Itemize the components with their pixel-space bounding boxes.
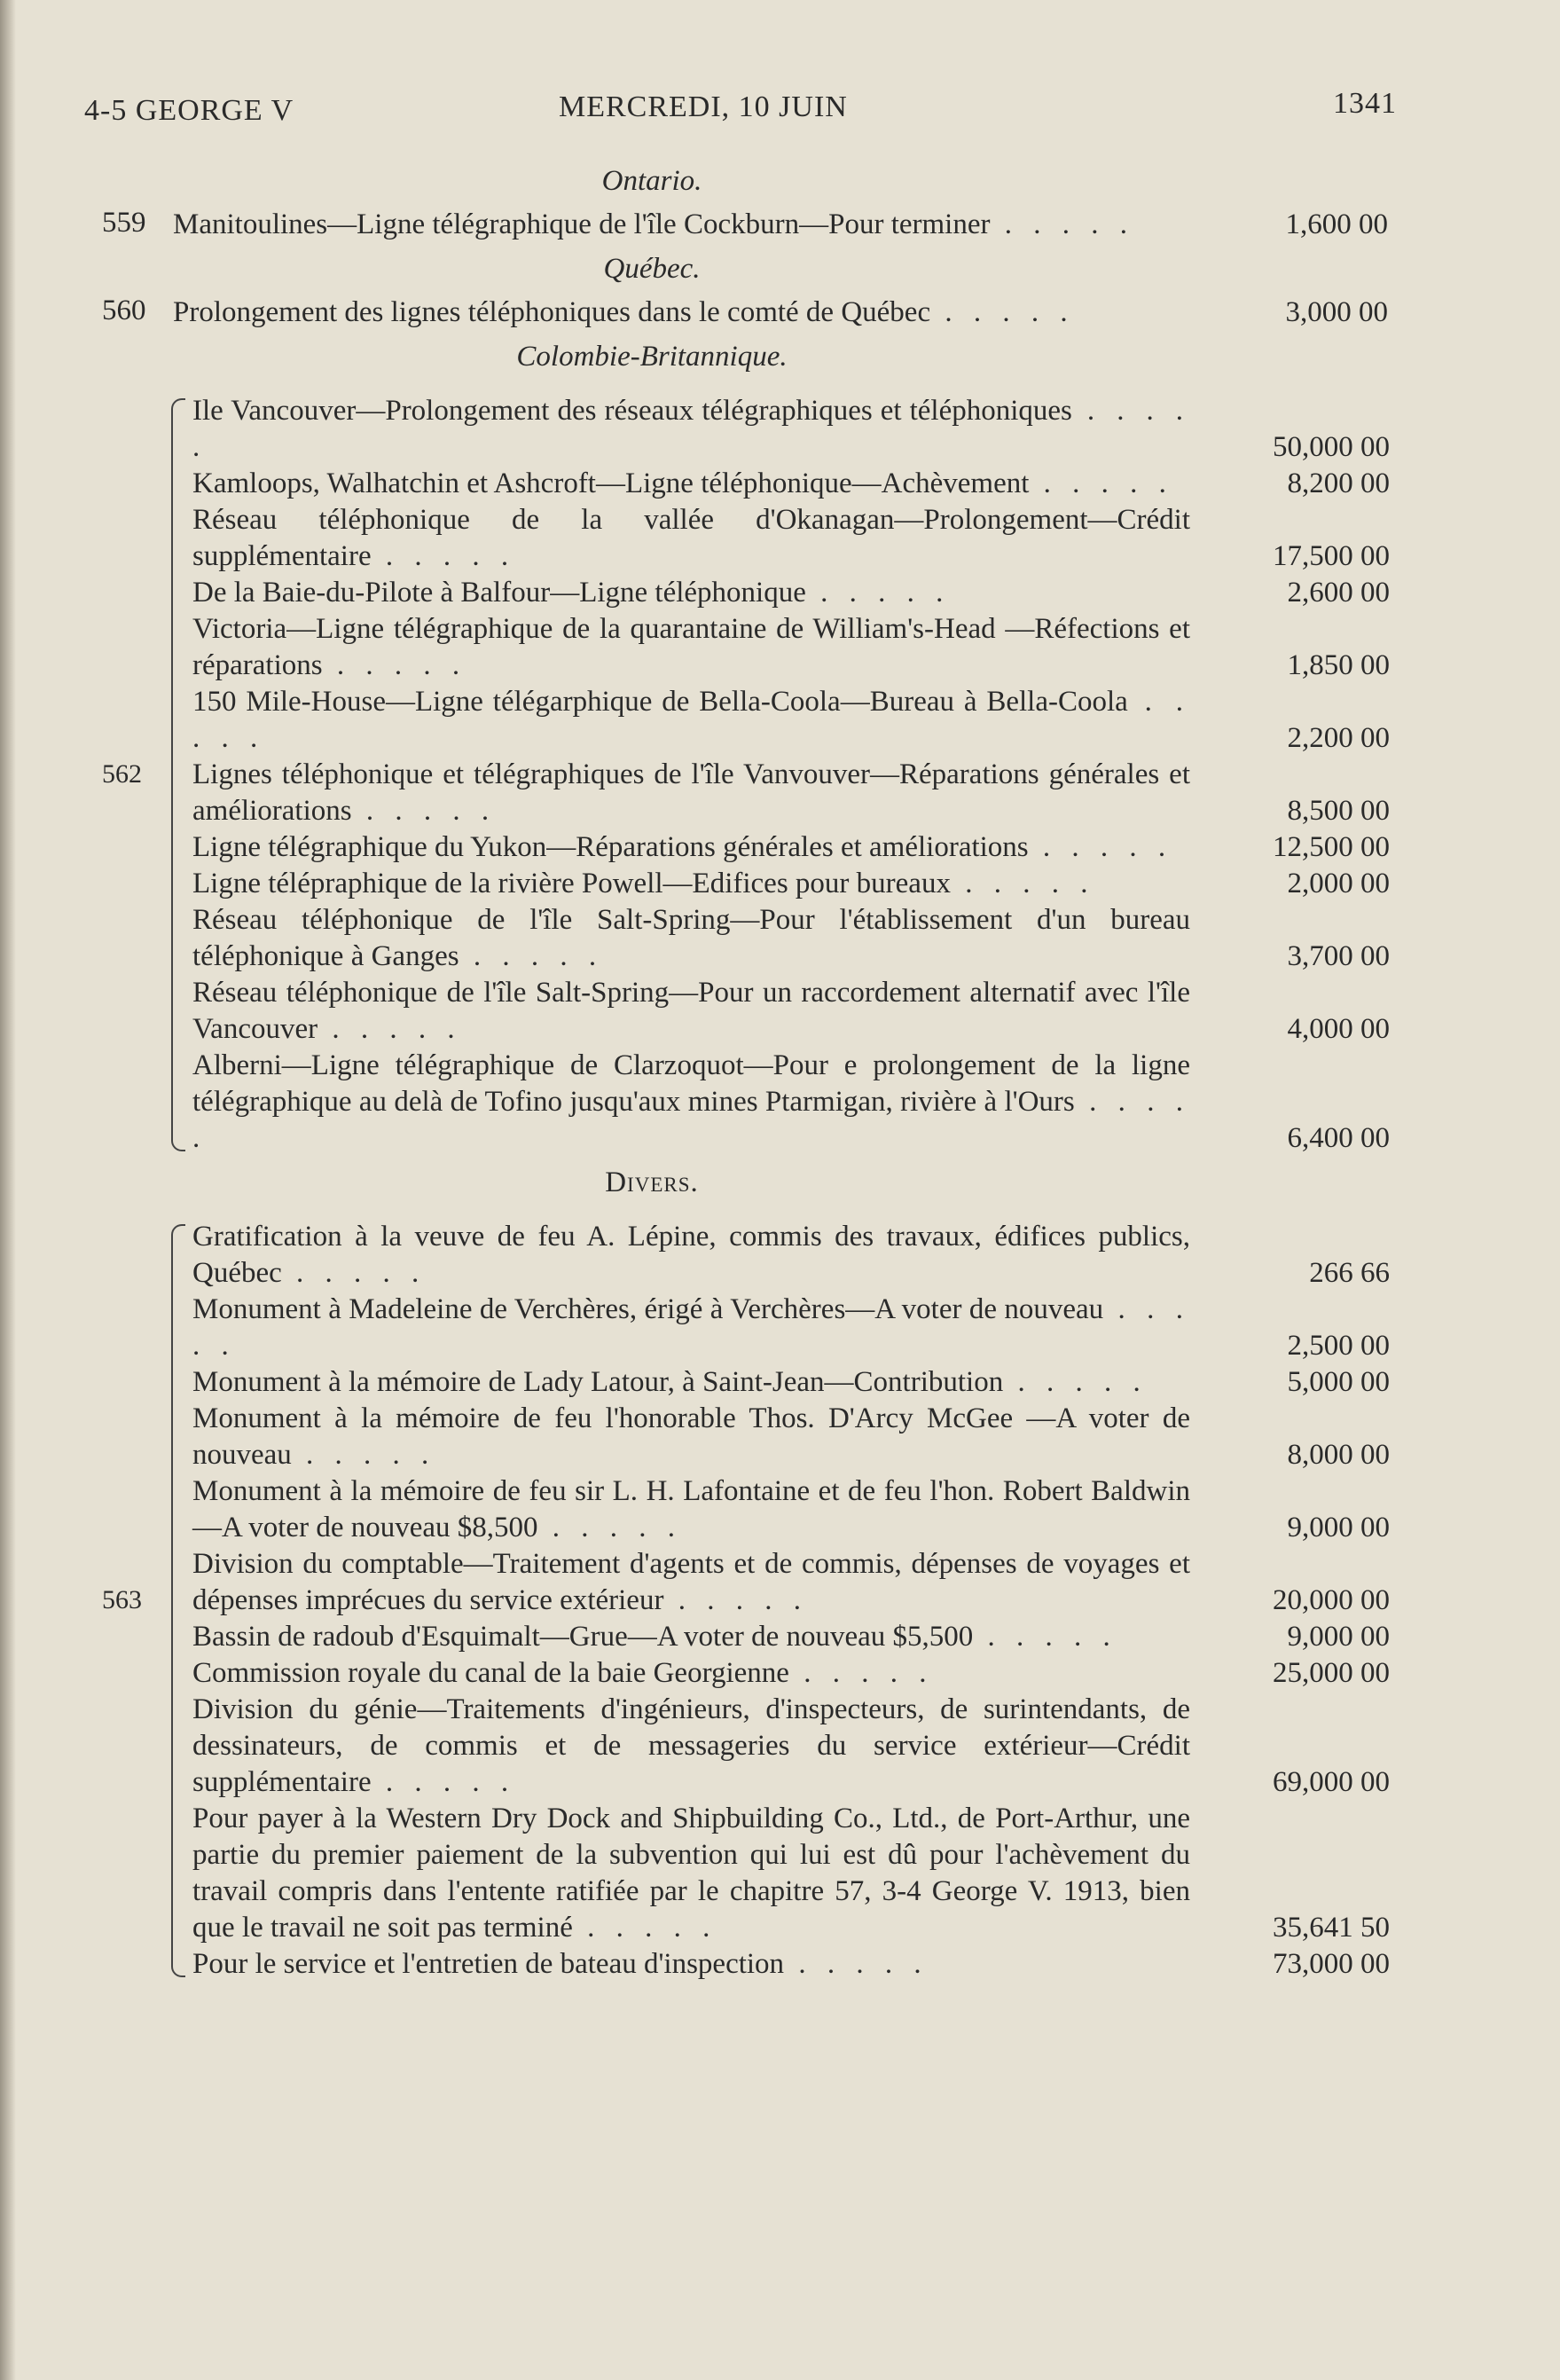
entry-group [102, 393, 1419, 1157]
leader-dots: . . . . . [572, 1912, 717, 1944]
entry-amount: 2,200 00 [1287, 722, 1390, 754]
leader-dots: . . . . . [317, 1013, 462, 1045]
appropriation-entry [173, 1619, 1419, 1655]
entry-amount: 9,000 00 [1287, 1512, 1390, 1543]
entry-description [192, 575, 1190, 611]
entry-description [192, 902, 1190, 975]
entry-amount: 4,000 00 [1287, 1013, 1390, 1045]
group-number: 562 [102, 758, 142, 789]
appropriation-entry [173, 1292, 1419, 1364]
entry-description [192, 1473, 1190, 1546]
entry-amount: 1,600 00 [1285, 208, 1388, 240]
appropriation-entry [173, 1655, 1419, 1692]
leader-dots: . . . . . [192, 1293, 1191, 1362]
entry-description [192, 1619, 1190, 1655]
leader-dots: . . . . . [459, 940, 604, 972]
entry-text: De la Baie-du-Pilote à Balfour—Ligne téléphonique [192, 577, 806, 609]
entry-text: Commission royale du canal de la baie Georgienne [192, 1657, 789, 1689]
entry-description [192, 866, 1190, 902]
leader-dots: . . . . . [192, 686, 1190, 754]
entry-text: Réseau téléphonique de l'île Salt-Spring—Pour un raccordement alternatif avec l'île Vancouver [192, 977, 1190, 1045]
entry-description [192, 757, 1190, 829]
leader-dots: . . . . . [990, 208, 1134, 240]
entry-amount: 1,850 00 [1287, 649, 1390, 681]
appropriation-entry [102, 295, 1419, 331]
leader-dots: . . . . . [371, 1766, 516, 1798]
appropriation-entry [173, 1473, 1419, 1546]
appropriation-entry [173, 1801, 1419, 1946]
entry-text: Monument à la mémoire de Lady Latour, à Saint-Jean—Contribution [192, 1366, 1004, 1398]
leader-dots: . . . . . [192, 1086, 1191, 1154]
appropriation-entry [173, 466, 1419, 502]
entry-amount: 69,000 00 [1273, 1766, 1390, 1798]
entry-description [173, 295, 1188, 331]
entry-description [192, 393, 1190, 466]
entry-text: Pour le service et l'entretien de bateau d'inspection [192, 1948, 785, 1980]
leader-dots: . . . . . [950, 868, 1095, 899]
entry-text: Bassin de radoub d'Esquimalt—Grue—A voter de nouveau $5,500 [192, 1621, 974, 1653]
appropriation-entry [173, 902, 1419, 975]
leader-dots: . . . . . [930, 296, 1075, 328]
appropriation-entry [173, 1401, 1419, 1473]
entry-amount: 2,600 00 [1287, 577, 1390, 609]
entry-text: Kamloops, Walhatchin et Ashcroft—Ligne téléphonique—Achèvement [192, 467, 1030, 499]
entry-description [192, 1364, 1190, 1401]
appropriation-entry [173, 575, 1419, 611]
entry-description [192, 1048, 1190, 1157]
appropriation-entry [173, 1546, 1419, 1619]
leader-dots: . . . . . [1028, 831, 1173, 863]
entry-amount: 20,000 00 [1273, 1584, 1390, 1616]
leader-dots: . . . . . [788, 1657, 934, 1689]
appropriation-entry [173, 1219, 1419, 1292]
entry-text: Manitoulines—Ligne télégraphique de l'île Cockburn—Pour terminer [173, 208, 991, 240]
entry-description [192, 1219, 1190, 1292]
entry-text: Ligne télégraphique du Yukon—Réparations générales et améliorations [192, 831, 1029, 863]
entry-text: Division du génie—Traitements d'ingénieurs, d'inspecteurs, de surintendants, de dessinateurs, de commis et de messageries du service extérieur—Crédit supplémentaire [192, 1693, 1190, 1798]
header-date: MERCREDI, 10 JUIN [559, 90, 848, 123]
entry-amount: 35,641 50 [1273, 1912, 1390, 1944]
entry-text: Alberni—Ligne télégraphique de Clarzoquot—Pour e prolongement de la ligne télégraphique au delà de Tofino jusqu'aux mines Ptarmigan, rivière à l'Ours [192, 1049, 1190, 1118]
leader-dots: . . . . . [291, 1439, 436, 1471]
entry-text: 150 Mile-House—Ligne télégarphique de Bella-Coola—Bureau à Bella-Coola [192, 686, 1128, 718]
section-heading: Colombie-Britannique. [516, 341, 788, 373]
running-header [84, 87, 1397, 131]
leader-dots: . . . . . [351, 795, 497, 827]
leader-dots: . . . . . [973, 1621, 1117, 1653]
entry-amount: 50,000 00 [1273, 431, 1390, 463]
appropriation-entry [173, 684, 1419, 757]
leader-dots: . . . . . [663, 1584, 808, 1616]
entry-text: Division du comptable—Traitement d'agents et de commis, dépenses de voyages et dépenses imprécues du service extérieur [192, 1548, 1190, 1616]
entry-amount: 2,000 00 [1287, 868, 1390, 899]
leader-dots: . . . . . [322, 649, 467, 681]
entry-description [192, 1546, 1190, 1619]
page-gutter [0, 0, 16, 2380]
appropriation-entry [173, 502, 1419, 575]
entry-description [192, 1401, 1190, 1473]
leader-dots: . . . . . [805, 577, 951, 609]
entry-text: Réseau téléphonique de la vallée d'Okanagan—Prolongement—Crédit supplémentaire [192, 504, 1190, 572]
appropriation-entry [173, 1048, 1419, 1157]
appropriation-entry [173, 829, 1419, 866]
entry-amount: 8,200 00 [1287, 467, 1390, 499]
leader-dots: . . . . . [371, 540, 516, 572]
entry-number: 559 [102, 207, 146, 239]
entry-text: Monument à la mémoire de feu sir L. H. Lafontaine et de feu l'hon. Robert Baldwin—A voter de nouveau $8,500 [192, 1475, 1190, 1543]
entry-group [102, 1219, 1419, 1983]
entry-text: Prolongement des lignes téléphoniques dans le comté de Québec [173, 296, 931, 328]
entry-text: Lignes téléphonique et télégraphiques de l'île Vanvouver—Réparations générales et améliorations [192, 758, 1190, 827]
page-content [102, 155, 1419, 1983]
entry-description [192, 1946, 1190, 1983]
appropriation-entry [173, 1946, 1419, 1983]
appropriation-entry [173, 611, 1419, 684]
entry-text: Victoria—Ligne télégraphique de la quarantaine de William's-Head —Réfections et réparations [192, 613, 1190, 681]
entry-text: Monument à Madeleine de Verchères, érigé à Verchères—A voter de nouveau [192, 1293, 1104, 1325]
entry-amount: 3,000 00 [1285, 296, 1388, 328]
section-heading: Ontario. [601, 165, 702, 197]
entry-description [192, 611, 1190, 684]
page-number: 1341 [1333, 87, 1397, 120]
entry-amount: 9,000 00 [1287, 1621, 1390, 1653]
entry-description [192, 502, 1190, 575]
appropriation-entry [173, 866, 1419, 902]
entry-amount: 73,000 00 [1273, 1948, 1390, 1980]
section-heading: Québec. [603, 253, 701, 285]
entry-amount: 2,500 00 [1287, 1330, 1390, 1362]
entry-amount: 25,000 00 [1273, 1657, 1390, 1689]
entry-description [192, 1655, 1190, 1692]
leader-dots: . . . . . [1003, 1366, 1148, 1398]
leader-dots: . . . . . [192, 395, 1191, 463]
group-number: 563 [102, 1584, 142, 1614]
entry-amount: 5,000 00 [1287, 1366, 1390, 1398]
leader-dots: . . . . . [1029, 467, 1173, 499]
entry-amount: 12,500 00 [1273, 831, 1390, 863]
entry-text: Ligne télépraphique de la rivière Powell—Edifices pour bureaux [192, 868, 951, 899]
leader-dots: . . . . . [784, 1948, 929, 1980]
entry-text: Monument à la mémoire de feu l'honorable Thos. D'Arcy McGee —A voter de nouveau [192, 1402, 1190, 1471]
entry-amount: 266 66 [1309, 1257, 1390, 1289]
entry-amount: 8,000 00 [1287, 1439, 1390, 1471]
entry-description [173, 207, 1188, 243]
leader-dots: . . . . . [281, 1257, 427, 1289]
entry-text: Ile Vancouver—Prolongement des réseaux télégraphiques et téléphoniques [192, 395, 1072, 427]
entry-text: Gratification à la veuve de feu A. Lépine, commis des travaux, édifices publics, Québec [192, 1221, 1190, 1289]
entry-description [192, 975, 1190, 1048]
appropriation-entry [102, 207, 1419, 243]
appropriation-entry [173, 1692, 1419, 1801]
entry-description [192, 1801, 1190, 1946]
entry-description [192, 1692, 1190, 1801]
entry-number: 560 [102, 295, 146, 326]
entry-text: Pour payer à la Western Dry Dock and Shipbuilding Co., Ltd., de Port-Arthur, une partie du premier paiement de la subvention qui lui est dû pour l'achèvement du travail compris dans l'entente ratifiée par le chapitre 57, 3-4 George V. 1913, bien que le travail ne soit pas terminé [192, 1803, 1190, 1944]
appropriation-entry [173, 757, 1419, 829]
leader-dots: . . . . . [537, 1512, 683, 1543]
entry-amount: 3,700 00 [1287, 940, 1390, 972]
entry-text: Réseau téléphonique de l'île Salt-Spring—Pour l'établissement d'un bureau téléphonique à Ganges [192, 904, 1190, 972]
entry-amount: 17,500 00 [1273, 540, 1390, 572]
entry-description [192, 684, 1190, 757]
entry-description [192, 1292, 1190, 1364]
entry-amount: 8,500 00 [1287, 795, 1390, 827]
appropriation-entry [173, 393, 1419, 466]
section-heading: Divers. [605, 1166, 699, 1198]
entry-description [192, 466, 1190, 502]
appropriation-entry [173, 975, 1419, 1048]
entry-description [192, 829, 1190, 866]
appropriation-entry [173, 1364, 1419, 1401]
header-regnal-year: 4-5 GEORGE V [84, 94, 294, 127]
entry-amount: 6,400 00 [1287, 1122, 1390, 1154]
